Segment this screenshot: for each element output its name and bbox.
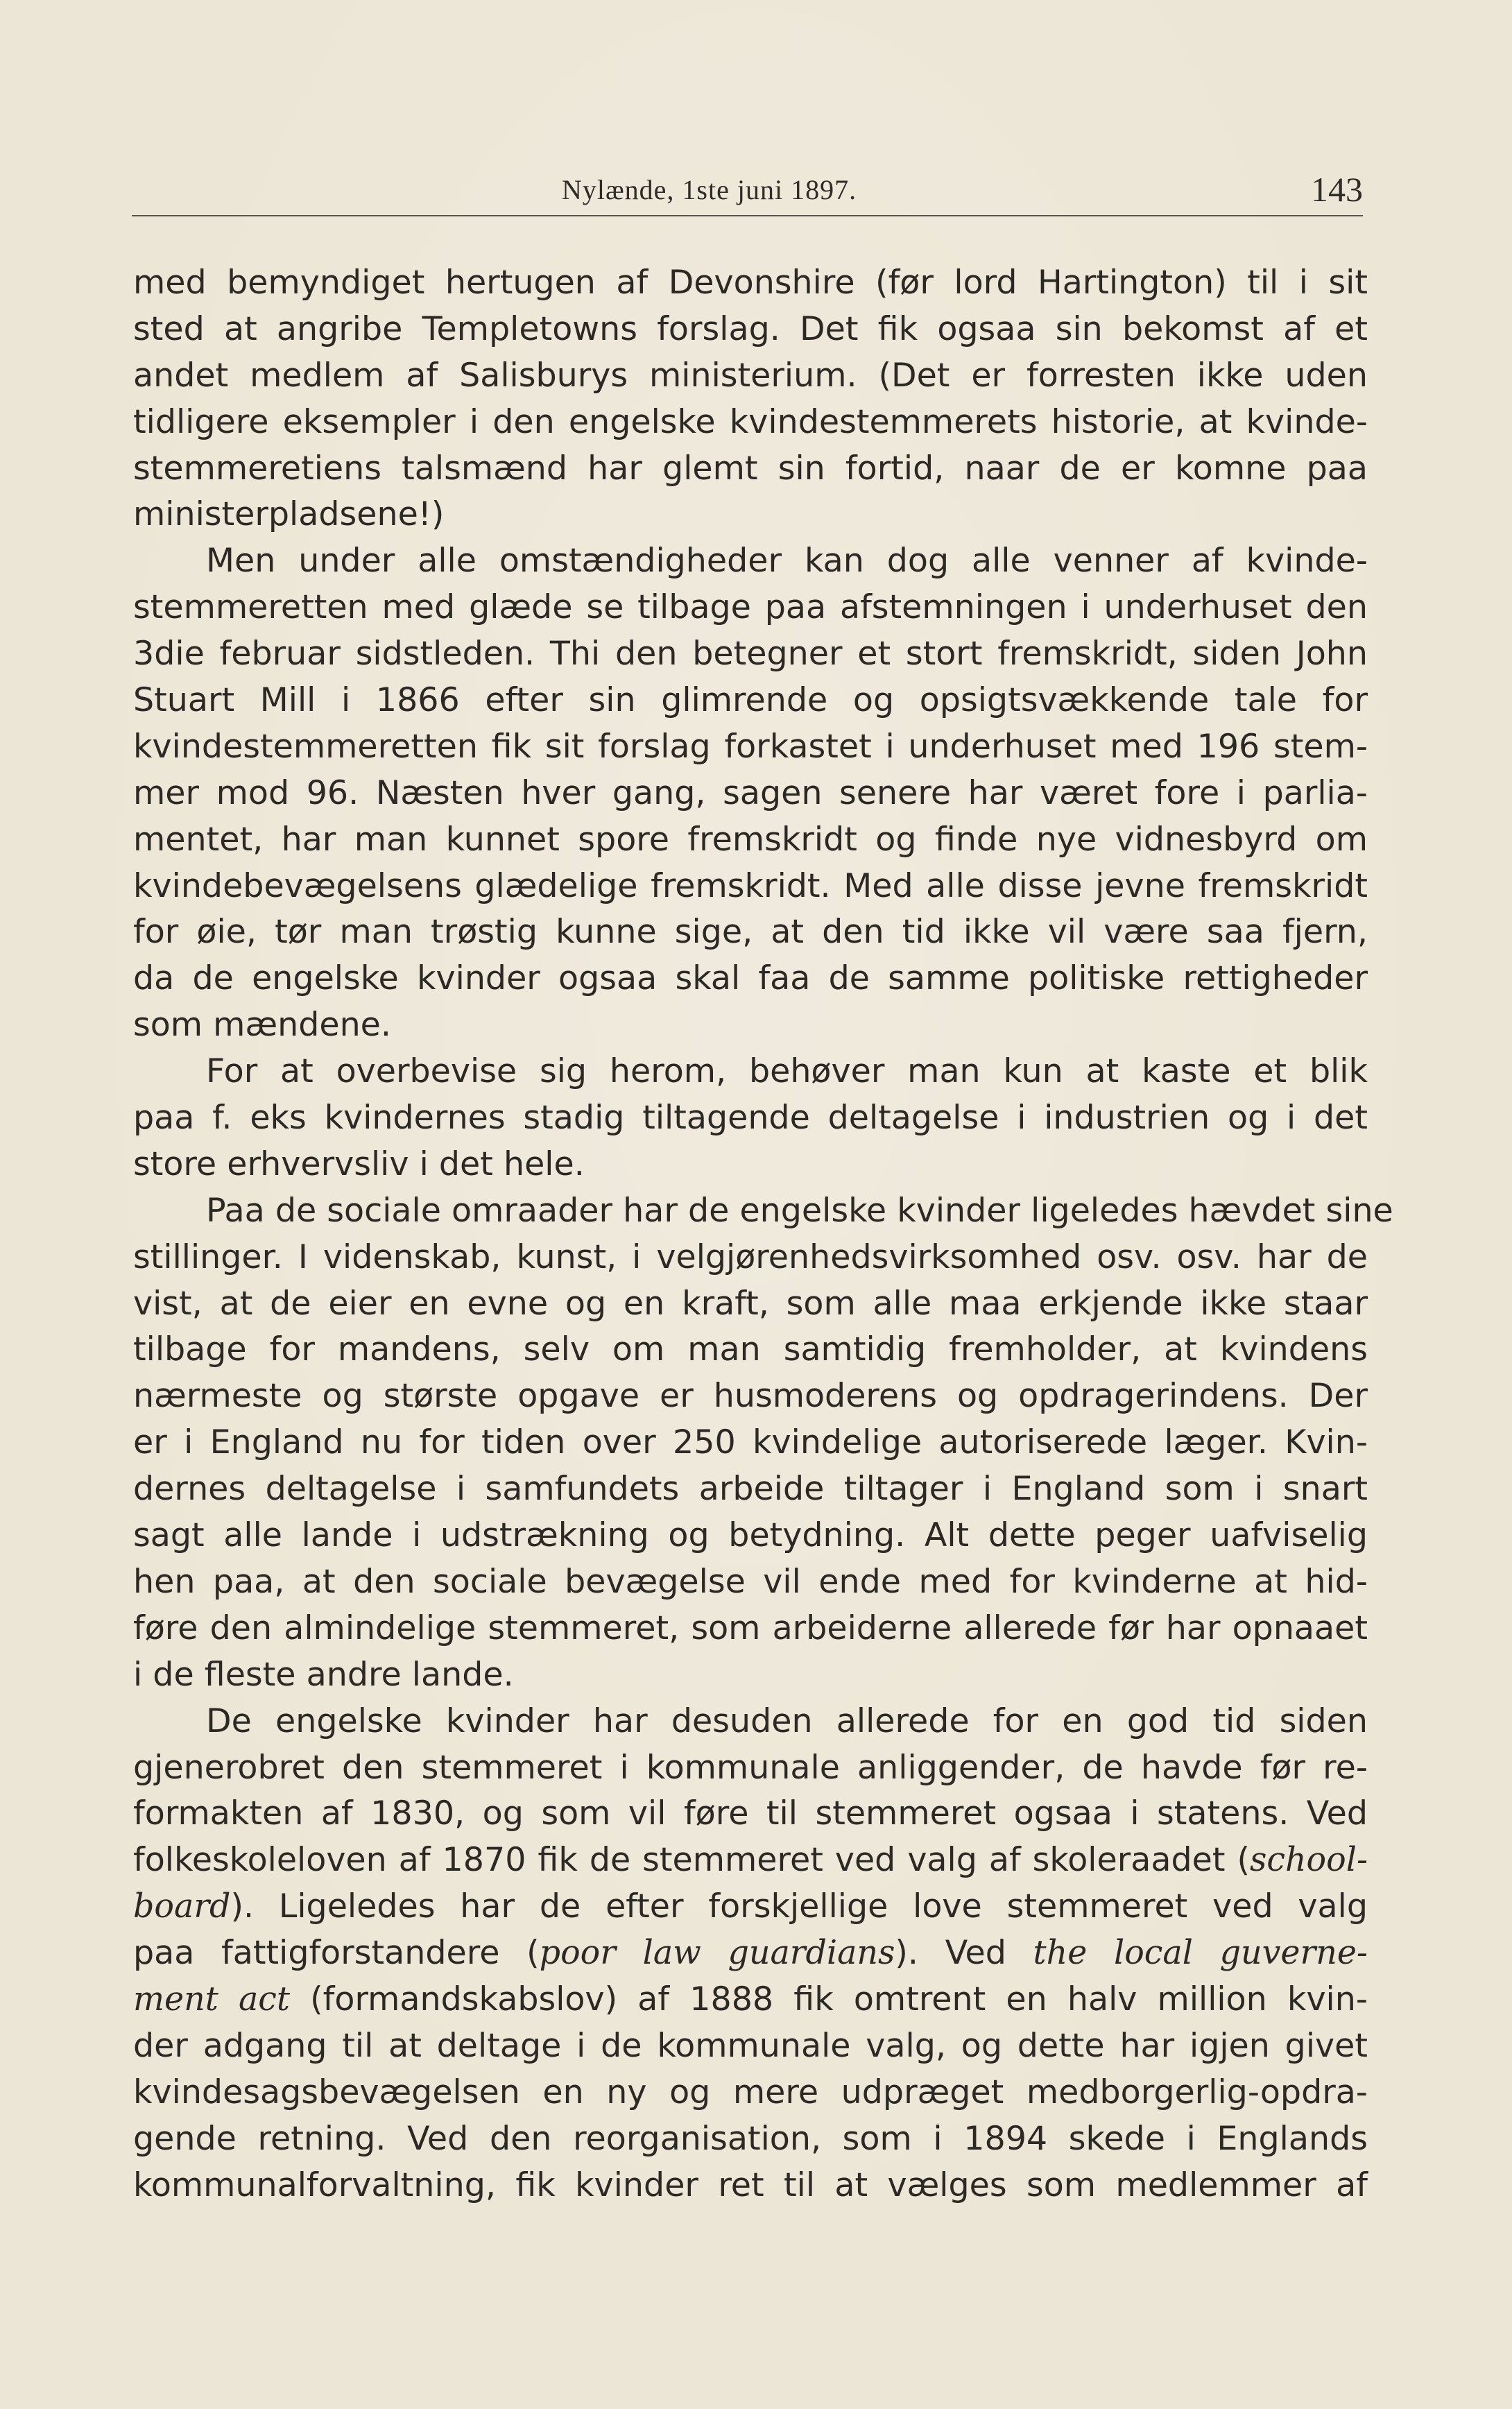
text-line: Men under alle omstændigheder kan dog alle venner af kvinde- <box>206 542 1368 581</box>
running-head: Nylænde, 1ste juni 1897. <box>562 174 857 205</box>
text-line: store erhvervsliv i det hele. <box>133 1145 585 1183</box>
text-line: Stuart Mill i 1866 efter sin glimrende og opsigtsvækkende tale for <box>133 681 1368 720</box>
text-line: andet medlem af Salisburys ministerium. (Det er forresten ikke uden <box>133 356 1368 395</box>
text-line: sagt alle lande i udstrækning og betydning. Alt dette peger uafviselig <box>133 1516 1368 1555</box>
text-line: da de engelske kvinder ogsaa skal faa de samme politiske rettigheder <box>133 959 1368 998</box>
text-line: stillinger. I videnskab, kunst, i velgjørenhedsvirksomhed osv. osv. har de <box>133 1237 1368 1276</box>
text-line: føre den almindelige stemmeret, som arbeiderne allerede før har opnaaet <box>133 1609 1368 1647</box>
text-line: mer mod 96. Næsten hver gang, sagen senere har været fore i parlia- <box>133 773 1368 812</box>
page-number: 143 <box>1311 170 1363 209</box>
text-line: tidligere eksempler i den engelske kvindestemmerets historie, at kvinde- <box>133 402 1368 441</box>
text-line: board). Ligeledes har de efter forskjellige love stemmeret ved valg <box>133 1887 1368 1926</box>
text-line: i de fleste andre lande. <box>133 1655 514 1694</box>
paragraph-1 <box>133 260 1368 538</box>
text-line: sted at angribe Templetowns forslag. Det fik ogsaa sin bekomst af et <box>133 309 1368 348</box>
text-line: kvindebevægelsens glædelige fremskridt. Med alle disse jevne fremskridt <box>133 866 1368 905</box>
text-line: mentet, har man kunnet spore fremskridt og finde nye vidnesbyrd om <box>133 820 1368 859</box>
text-line: For at overbevise sig herom, behøver man kun at kaste et blik <box>206 1052 1368 1091</box>
header-rule <box>132 215 1363 216</box>
page-header <box>132 161 1363 216</box>
paragraph-2 <box>133 538 1368 1049</box>
text-line: gjenerobret den stemmeret i kommunale anliggender, de havde før re- <box>133 1748 1368 1787</box>
text-line: formakten af 1830, og som vil føre til stemmeret ogsaa i statens. Ved <box>133 1794 1368 1833</box>
text-line: folkeskoleloven af 1870 fik de stemmeret ved valg af skoleraadet (school- <box>133 1841 1368 1880</box>
text-line: paa f. eks kvindernes stadig tiltagende deltagelse i industrien og i det <box>133 1099 1368 1138</box>
paragraph-4 <box>133 1188 1393 1699</box>
text-line: nærmeste og største opgave er husmoderens og opdragerindens. Der <box>133 1377 1368 1416</box>
text-line: De engelske kvinder har desuden allerede for en god tid siden <box>206 1701 1368 1740</box>
text-line: tilbage for mandens, selv om man samtidig fremholder, at kvindens <box>133 1330 1368 1369</box>
text-line: dernes deltagelse i samfundets arbeide tiltager i England som i snart <box>133 1470 1368 1509</box>
text-line: der adgang til at deltage i de kommunale valg, og dette har igjen givet <box>133 2026 1368 2065</box>
paragraph-5 <box>133 1699 1368 2209</box>
text-line: gende retning. Ved den reorganisation, som i 1894 skede i Englands <box>133 2119 1368 2158</box>
text-line: kvindestemmeretten fik sit forslag forkastet i underhuset med 196 stem- <box>133 727 1368 766</box>
paragraph-3 <box>133 1049 1368 1188</box>
text-line: kvindesagsbevægelsen en ny og mere udpræget medborgerlig-opdra- <box>133 2073 1368 2111</box>
text-line: som mændene. <box>133 1006 391 1045</box>
text-line: vist, at de eier en evne og en kraft, som alle maa erkjende ikke staar <box>133 1284 1368 1323</box>
text-line: hen paa, at den sociale bevægelse vil ende med for kvinderne at hid- <box>133 1562 1368 1601</box>
text-line: Paa de sociale omraader har de engelske kvinder ligeledes hævdet sine <box>206 1191 1393 1230</box>
article-body <box>133 260 1393 2209</box>
text-line: kommunalforvaltning, fik kvinder ret til at vælges som medlemmer af <box>133 2166 1368 2204</box>
text-line: paa fattigforstandere (poor law guardians). Ved the local guverne- <box>133 1934 1368 1973</box>
text-line: 3die februar sidstleden. Thi den betegner et stort fremskridt, siden John <box>133 635 1368 674</box>
text-line: ment act (formandskabslov) af 1888 fik omtrent en halv million kvin- <box>133 1980 1368 2018</box>
text-line: stemmeretten med glæde se tilbage paa afstemningen i underhuset den <box>133 588 1368 627</box>
text-line: for øie, tør man trøstig kunne sige, at den tid ikke vil være saa fjern, <box>133 913 1368 952</box>
text-line: med bemyndiget hertugen af Devonshire (før lord Hartington) til i sit <box>133 264 1368 302</box>
text-line: er i England nu for tiden over 250 kvindelige autoriserede læger. Kvin- <box>133 1423 1368 1462</box>
text-line: stemmeretiens talsmænd har glemt sin fortid, naar de er komne paa <box>133 449 1368 488</box>
text-line: ministerpladsene!) <box>133 495 445 534</box>
